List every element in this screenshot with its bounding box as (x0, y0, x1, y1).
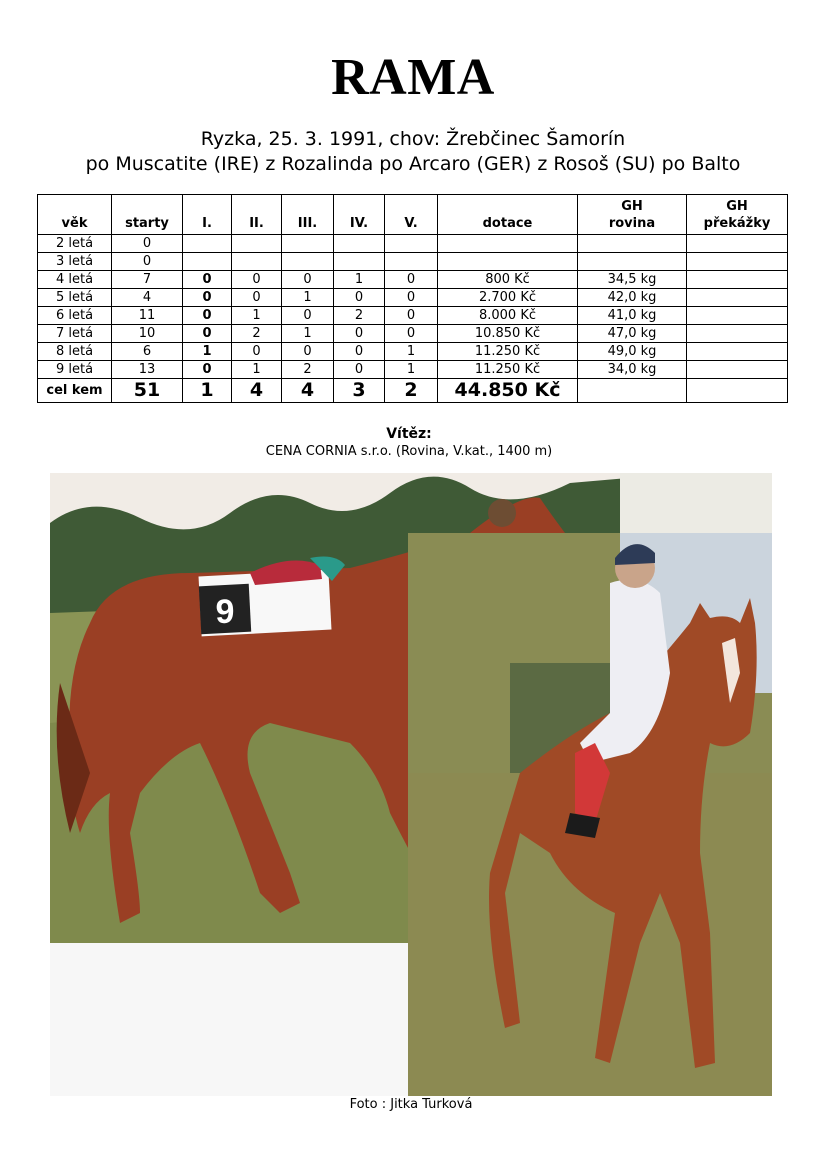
cell-starts: 4 (112, 289, 183, 307)
header-starts: starty (112, 195, 183, 235)
cell-prize (438, 235, 578, 253)
header-place-4: IV. (334, 195, 385, 235)
cell-place-4: 0 (334, 343, 385, 361)
cell-place-4 (334, 253, 385, 271)
cell-place-5: 0 (385, 289, 438, 307)
cell-gh-flat: 42,0 kg (578, 289, 687, 307)
cell-place-1: 0 (183, 325, 232, 343)
header-place-1: I. (183, 195, 232, 235)
cell-starts: 0 (112, 253, 183, 271)
cell-gh-jump (687, 307, 788, 325)
cell-place-5: 0 (385, 325, 438, 343)
cell-place-2: 1 (232, 307, 282, 325)
cell-gh-flat: 47,0 kg (578, 325, 687, 343)
total-gh-jump (687, 379, 788, 403)
table-row (38, 271, 788, 289)
horse-photo-collage (50, 473, 772, 1096)
cell-age: 2 letá (38, 235, 112, 253)
pedigree-line: po Muscatite (IRE) z Rozalinda po Arcaro (GER) z Rosoš (SU) po Balto (85, 153, 741, 175)
header-gh-jump (687, 195, 788, 235)
cell-prize: 2.700 Kč (438, 289, 578, 307)
table-header-row (38, 195, 788, 235)
cell-place-4: 0 (334, 325, 385, 343)
cell-gh-jump (687, 253, 788, 271)
table-row (38, 361, 788, 379)
cell-prize: 800 Kč (438, 271, 578, 289)
total-place-2: 4 (232, 379, 282, 403)
table-row (38, 307, 788, 325)
table-total-row (38, 379, 788, 403)
cell-gh-flat: 41,0 kg (578, 307, 687, 325)
header-place-3: III. (282, 195, 334, 235)
table-row (38, 253, 788, 271)
cell-age: 3 letá (38, 253, 112, 271)
cell-place-5: 0 (385, 271, 438, 289)
header-prize: dotace (438, 195, 578, 235)
photo-caption: Foto : Jitka Turková (349, 1097, 473, 1112)
cell-age: 9 letá (38, 361, 112, 379)
cell-place-4 (334, 235, 385, 253)
cell-place-2: 0 (232, 271, 282, 289)
cell-place-5 (385, 235, 438, 253)
total-starts: 51 (112, 379, 183, 403)
cell-place-1: 0 (183, 289, 232, 307)
cell-place-3 (282, 235, 334, 253)
cell-place-5 (385, 253, 438, 271)
cell-place-3: 0 (282, 343, 334, 361)
cell-place-3: 1 (282, 325, 334, 343)
cell-gh-flat (578, 253, 687, 271)
cell-place-1: 0 (183, 271, 232, 289)
cell-place-5: 0 (385, 307, 438, 325)
cell-place-1: 1 (183, 343, 232, 361)
cell-place-1: 0 (183, 361, 232, 379)
cell-gh-flat (578, 235, 687, 253)
table-row (38, 343, 788, 361)
cell-place-1 (183, 253, 232, 271)
cell-age: 6 letá (38, 307, 112, 325)
header-place-2: II. (232, 195, 282, 235)
total-prize: 44.850 Kč (438, 379, 578, 403)
cell-prize: 11.250 Kč (438, 361, 578, 379)
cell-starts: 7 (112, 271, 183, 289)
cell-place-4: 2 (334, 307, 385, 325)
cell-gh-jump (687, 289, 788, 307)
photo-right-jockey (408, 473, 772, 1096)
cell-gh-jump (687, 361, 788, 379)
cell-gh-flat: 49,0 kg (578, 343, 687, 361)
total-place-3: 4 (282, 379, 334, 403)
birth-breeder-line: Ryzka, 25. 3. 1991, chov: Žrebčinec Šamorín (200, 128, 626, 150)
cell-gh-jump (687, 235, 788, 253)
cell-place-3: 0 (282, 307, 334, 325)
cell-prize: 8.000 Kč (438, 307, 578, 325)
cell-place-4: 0 (334, 289, 385, 307)
cell-place-4: 1 (334, 271, 385, 289)
total-label: cel kem (38, 379, 112, 403)
cell-place-3: 0 (282, 271, 334, 289)
cell-gh-flat: 34,5 kg (578, 271, 687, 289)
cell-place-5: 1 (385, 343, 438, 361)
cell-starts: 10 (112, 325, 183, 343)
cell-age: 8 letá (38, 343, 112, 361)
cell-place-2: 0 (232, 289, 282, 307)
cell-place-3: 2 (282, 361, 334, 379)
cell-prize: 10.850 Kč (438, 325, 578, 343)
header-gh-flat (578, 195, 687, 235)
cell-place-2: 1 (232, 361, 282, 379)
cell-starts: 0 (112, 235, 183, 253)
header-age: věk (38, 195, 112, 235)
total-place-5: 2 (385, 379, 438, 403)
header-gh-flat-line1: GH (621, 199, 643, 214)
cell-place-4: 0 (334, 361, 385, 379)
cell-gh-jump (687, 325, 788, 343)
header-place-5: V. (385, 195, 438, 235)
table-row (38, 289, 788, 307)
winner-label: Vítěz: (386, 426, 432, 442)
cell-place-2: 2 (232, 325, 282, 343)
cell-age: 7 letá (38, 325, 112, 343)
cell-place-3 (282, 253, 334, 271)
cell-age: 4 letá (38, 271, 112, 289)
header-gh-flat-line2: rovina (608, 216, 656, 231)
cell-place-1 (183, 235, 232, 253)
cell-place-5: 1 (385, 361, 438, 379)
cell-starts: 13 (112, 361, 183, 379)
race-stats-table (37, 194, 788, 403)
total-place-4: 3 (334, 379, 385, 403)
svg-text:9: 9 (215, 593, 235, 631)
total-place-1: 1 (183, 379, 232, 403)
cell-place-2 (232, 253, 282, 271)
cell-gh-jump (687, 271, 788, 289)
cell-gh-jump (687, 343, 788, 361)
total-gh-flat (578, 379, 687, 403)
cell-starts: 11 (112, 307, 183, 325)
cell-place-2 (232, 235, 282, 253)
cell-prize (438, 253, 578, 271)
cell-age: 5 letá (38, 289, 112, 307)
table-row (38, 325, 788, 343)
table-row (38, 235, 788, 253)
photo-blank-patch (50, 943, 408, 1096)
header-gh-jump-line2: překážky (703, 216, 771, 231)
cell-place-2: 0 (232, 343, 282, 361)
cell-gh-flat: 34,0 kg (578, 361, 687, 379)
cell-prize: 11.250 Kč (438, 343, 578, 361)
cell-place-1: 0 (183, 307, 232, 325)
cell-starts: 6 (112, 343, 183, 361)
winner-race: CENA CORNIA s.r.o. (Rovina, V.kat., 1400 m) (265, 444, 553, 459)
header-gh-jump-line1: GH (726, 199, 748, 214)
cell-place-3: 1 (282, 289, 334, 307)
horse-name-title: RAMA (331, 49, 495, 106)
